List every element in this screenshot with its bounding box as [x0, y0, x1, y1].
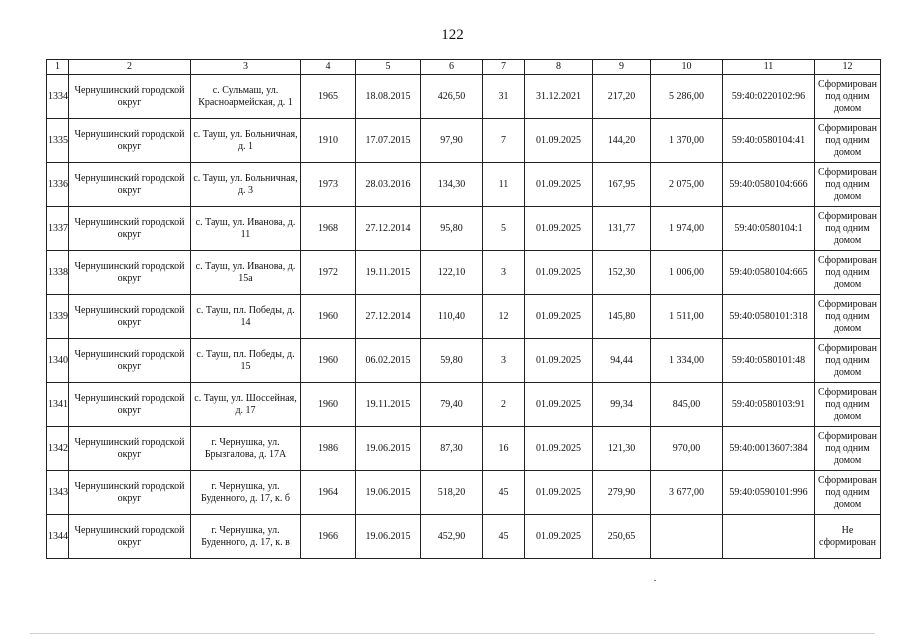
table-cell-col-10: 970,00 — [651, 427, 723, 471]
table-cell-col-4: 1972 — [301, 251, 356, 295]
table-cell-col-5: 19.11.2015 — [356, 251, 421, 295]
table-cell-col-5: 18.08.2015 — [356, 75, 421, 119]
table-cell-col-5: 27.12.2014 — [356, 207, 421, 251]
table-cell-col-4: 1910 — [301, 119, 356, 163]
table-cell-col-7: 45 — [483, 471, 525, 515]
table-cell-col-8: 31.12.2021 — [525, 75, 593, 119]
table-cell-col-10: 1 974,00 — [651, 207, 723, 251]
table-cell-col-3: с. Тауш, ул. Иванова, д. 15а — [191, 251, 301, 295]
table-cell-col-2: Чернушинский городской округ — [69, 339, 191, 383]
table-cell-col-1: 1339 — [47, 295, 69, 339]
table-cell-col-3: г. Чернушка, ул. Буденного, д. 17, к. в — [191, 515, 301, 559]
table-cell-col-8: 01.09.2025 — [525, 163, 593, 207]
table-cell-col-11: 59:40:0580101:48 — [723, 339, 815, 383]
table-cell-col-9: 167,95 — [593, 163, 651, 207]
header-row — [47, 60, 881, 75]
scan-edge-line — [30, 633, 875, 634]
table-cell-col-1: 1334 — [47, 75, 69, 119]
table-cell-col-3: с. Тауш, пл. Победы, д. 14 — [191, 295, 301, 339]
table-cell-col-2: Чернушинский городской округ — [69, 207, 191, 251]
table-cell-col-3: с. Тауш, ул. Больничная, д. 3 — [191, 163, 301, 207]
table-cell-col-1: 1338 — [47, 251, 69, 295]
table-cell-col-12: Сформирован под одним домом — [815, 75, 881, 119]
table-cell-col-2: Чернушинский городской округ — [69, 515, 191, 559]
table-cell-col-8: 01.09.2025 — [525, 119, 593, 163]
table-cell-col-2: Чернушинский городской округ — [69, 383, 191, 427]
table-cell-col-5: 28.03.2016 — [356, 163, 421, 207]
table-cell-col-9: 145,80 — [593, 295, 651, 339]
table-cell-col-11: 59:40:0580103:91 — [723, 383, 815, 427]
table-cell-col-7: 11 — [483, 163, 525, 207]
table-cell-col-12: Сформирован под одним домом — [815, 163, 881, 207]
table-cell-col-7: 3 — [483, 339, 525, 383]
table-cell-col-7: 5 — [483, 207, 525, 251]
table-cell-col-3: с. Тауш, ул. Больничная, д. 1 — [191, 119, 301, 163]
table-cell-col-1: 1344 — [47, 515, 69, 559]
table-cell-col-8: 01.09.2025 — [525, 427, 593, 471]
table-cell-col-10: 845,00 — [651, 383, 723, 427]
table-cell-col-9: 279,90 — [593, 471, 651, 515]
table-cell-col-2: Чернушинский городской округ — [69, 471, 191, 515]
table-cell-col-10: 5 286,00 — [651, 75, 723, 119]
table-cell-col-11: 59:40:0580104:1 — [723, 207, 815, 251]
table-row — [47, 295, 881, 339]
table-row — [47, 383, 881, 427]
table-cell-col-11: 59:40:0013607:384 — [723, 427, 815, 471]
table-cell-col-1: 1335 — [47, 119, 69, 163]
table-cell-col-6: 79,40 — [421, 383, 483, 427]
table-row — [47, 427, 881, 471]
table-cell-col-10: 1 370,00 — [651, 119, 723, 163]
table-cell-col-7: 3 — [483, 251, 525, 295]
table-cell-col-1: 1341 — [47, 383, 69, 427]
table-cell-col-12: Не сформирован — [815, 515, 881, 559]
table-cell-col-11: 59:40:0580104:41 — [723, 119, 815, 163]
table-cell-col-1: 1340 — [47, 339, 69, 383]
table-cell-col-8: 01.09.2025 — [525, 295, 593, 339]
table-cell-col-4: 1960 — [301, 295, 356, 339]
table-cell-col-4: 1966 — [301, 515, 356, 559]
table-cell-col-5: 27.12.2014 — [356, 295, 421, 339]
table-cell-col-1: 1343 — [47, 471, 69, 515]
table-row — [47, 75, 881, 119]
table-cell-col-12: Сформирован под одним домом — [815, 427, 881, 471]
page-number: 122 — [441, 27, 464, 43]
table-row — [47, 163, 881, 207]
table-cell-col-2: Чернушинский городской округ — [69, 295, 191, 339]
table-cell-col-12: Сформирован под одним домом — [815, 119, 881, 163]
table-cell-col-12: Сформирован под одним домом — [815, 295, 881, 339]
table-row — [47, 515, 881, 559]
table-cell-col-4: 1960 — [301, 339, 356, 383]
table-cell-col-4: 1964 — [301, 471, 356, 515]
table-cell-col-1: 1336 — [47, 163, 69, 207]
table-cell-col-6: 59,80 — [421, 339, 483, 383]
table-cell-col-6: 97,90 — [421, 119, 483, 163]
table-cell-col-6: 122,10 — [421, 251, 483, 295]
table-cell-col-7: 31 — [483, 75, 525, 119]
column-header-1: 1 — [47, 60, 69, 75]
table-cell-col-10 — [651, 515, 723, 559]
table-cell-col-6: 134,30 — [421, 163, 483, 207]
table-cell-col-9: 152,30 — [593, 251, 651, 295]
column-header-9: 9 — [593, 60, 651, 75]
table-cell-col-5: 19.06.2015 — [356, 515, 421, 559]
table-cell-col-12: Сформирован под одним домом — [815, 383, 881, 427]
table-cell-col-6: 87,30 — [421, 427, 483, 471]
table-cell-col-9: 144,20 — [593, 119, 651, 163]
table-cell-col-4: 1960 — [301, 383, 356, 427]
table-cell-col-5: 19.11.2015 — [356, 383, 421, 427]
table-cell-col-6: 518,20 — [421, 471, 483, 515]
table-cell-col-12: Сформирован под одним домом — [815, 207, 881, 251]
table-cell-col-2: Чернушинский городской округ — [69, 75, 191, 119]
table-cell-col-9: 121,30 — [593, 427, 651, 471]
table-cell-col-8: 01.09.2025 — [525, 383, 593, 427]
table-cell-col-11: 59:40:0590101:996 — [723, 471, 815, 515]
table-row — [47, 251, 881, 295]
table-cell-col-11: 59:40:0580104:666 — [723, 163, 815, 207]
table-row — [47, 119, 881, 163]
table-cell-col-6: 95,80 — [421, 207, 483, 251]
table-cell-col-8: 01.09.2025 — [525, 251, 593, 295]
table-cell-col-3: г. Чернушка, ул. Брызгалова, д. 17А — [191, 427, 301, 471]
housing-register-table — [46, 59, 881, 559]
table-cell-col-10: 3 677,00 — [651, 471, 723, 515]
table-cell-col-9: 217,20 — [593, 75, 651, 119]
table-cell-col-7: 16 — [483, 427, 525, 471]
column-header-10: 10 — [651, 60, 723, 75]
table-cell-col-9: 94,44 — [593, 339, 651, 383]
table-cell-col-7: 12 — [483, 295, 525, 339]
table-cell-col-2: Чернушинский городской округ — [69, 427, 191, 471]
table-cell-col-3: с. Тауш, пл. Победы, д. 15 — [191, 339, 301, 383]
table-cell-col-11 — [723, 515, 815, 559]
table-row — [47, 471, 881, 515]
table-cell-col-4: 1986 — [301, 427, 356, 471]
column-header-8: 8 — [525, 60, 593, 75]
table-row — [47, 207, 881, 251]
table-cell-col-11: 59:40:0220102:96 — [723, 75, 815, 119]
table-cell-col-7: 45 — [483, 515, 525, 559]
table-cell-col-5: 19.06.2015 — [356, 471, 421, 515]
table-cell-col-3: с. Тауш, ул. Шоссейная, д. 17 — [191, 383, 301, 427]
table-cell-col-4: 1973 — [301, 163, 356, 207]
table-cell-col-11: 59:40:0580104:665 — [723, 251, 815, 295]
table-cell-col-12: Сформирован под одним домом — [815, 471, 881, 515]
table-cell-col-2: Чернушинский городской округ — [69, 163, 191, 207]
column-header-5: 5 — [356, 60, 421, 75]
table-cell-col-4: 1965 — [301, 75, 356, 119]
table-cell-col-9: 250,65 — [593, 515, 651, 559]
table-row — [47, 339, 881, 383]
table-cell-col-3: с. Тауш, ул. Иванова, д. 11 — [191, 207, 301, 251]
table-cell-col-1: 1337 — [47, 207, 69, 251]
column-header-3: 3 — [191, 60, 301, 75]
table-cell-col-7: 7 — [483, 119, 525, 163]
scan-speck — [654, 580, 656, 581]
column-header-7: 7 — [483, 60, 525, 75]
table-cell-col-12: Сформирован под одним домом — [815, 251, 881, 295]
table-cell-col-3: с. Сульмаш, ул. Красноармейская, д. 1 — [191, 75, 301, 119]
table-cell-col-5: 19.06.2015 — [356, 427, 421, 471]
table-cell-col-10: 2 075,00 — [651, 163, 723, 207]
column-header-11: 11 — [723, 60, 815, 75]
column-header-12: 12 — [815, 60, 881, 75]
table-cell-col-5: 06.02.2015 — [356, 339, 421, 383]
table-cell-col-12: Сформирован под одним домом — [815, 339, 881, 383]
table-body — [47, 75, 881, 559]
table-cell-col-3: г. Чернушка, ул. Буденного, д. 17, к. б — [191, 471, 301, 515]
column-header-4: 4 — [301, 60, 356, 75]
table-cell-col-9: 99,34 — [593, 383, 651, 427]
table-cell-col-10: 1 006,00 — [651, 251, 723, 295]
table-cell-col-8: 01.09.2025 — [525, 339, 593, 383]
table-cell-col-2: Чернушинский городской округ — [69, 119, 191, 163]
table-cell-col-4: 1968 — [301, 207, 356, 251]
table-cell-col-6: 426,50 — [421, 75, 483, 119]
table-cell-col-10: 1 334,00 — [651, 339, 723, 383]
table-cell-col-6: 110,40 — [421, 295, 483, 339]
column-header-6: 6 — [421, 60, 483, 75]
table-cell-col-11: 59:40:0580101:318 — [723, 295, 815, 339]
table-cell-col-1: 1342 — [47, 427, 69, 471]
table-cell-col-5: 17.07.2015 — [356, 119, 421, 163]
table-cell-col-6: 452,90 — [421, 515, 483, 559]
table-cell-col-7: 2 — [483, 383, 525, 427]
table-cell-col-10: 1 511,00 — [651, 295, 723, 339]
table-cell-col-2: Чернушинский городской округ — [69, 251, 191, 295]
table-cell-col-8: 01.09.2025 — [525, 207, 593, 251]
table-cell-col-9: 131,77 — [593, 207, 651, 251]
table-cell-col-8: 01.09.2025 — [525, 515, 593, 559]
table-cell-col-8: 01.09.2025 — [525, 471, 593, 515]
column-header-2: 2 — [69, 60, 191, 75]
